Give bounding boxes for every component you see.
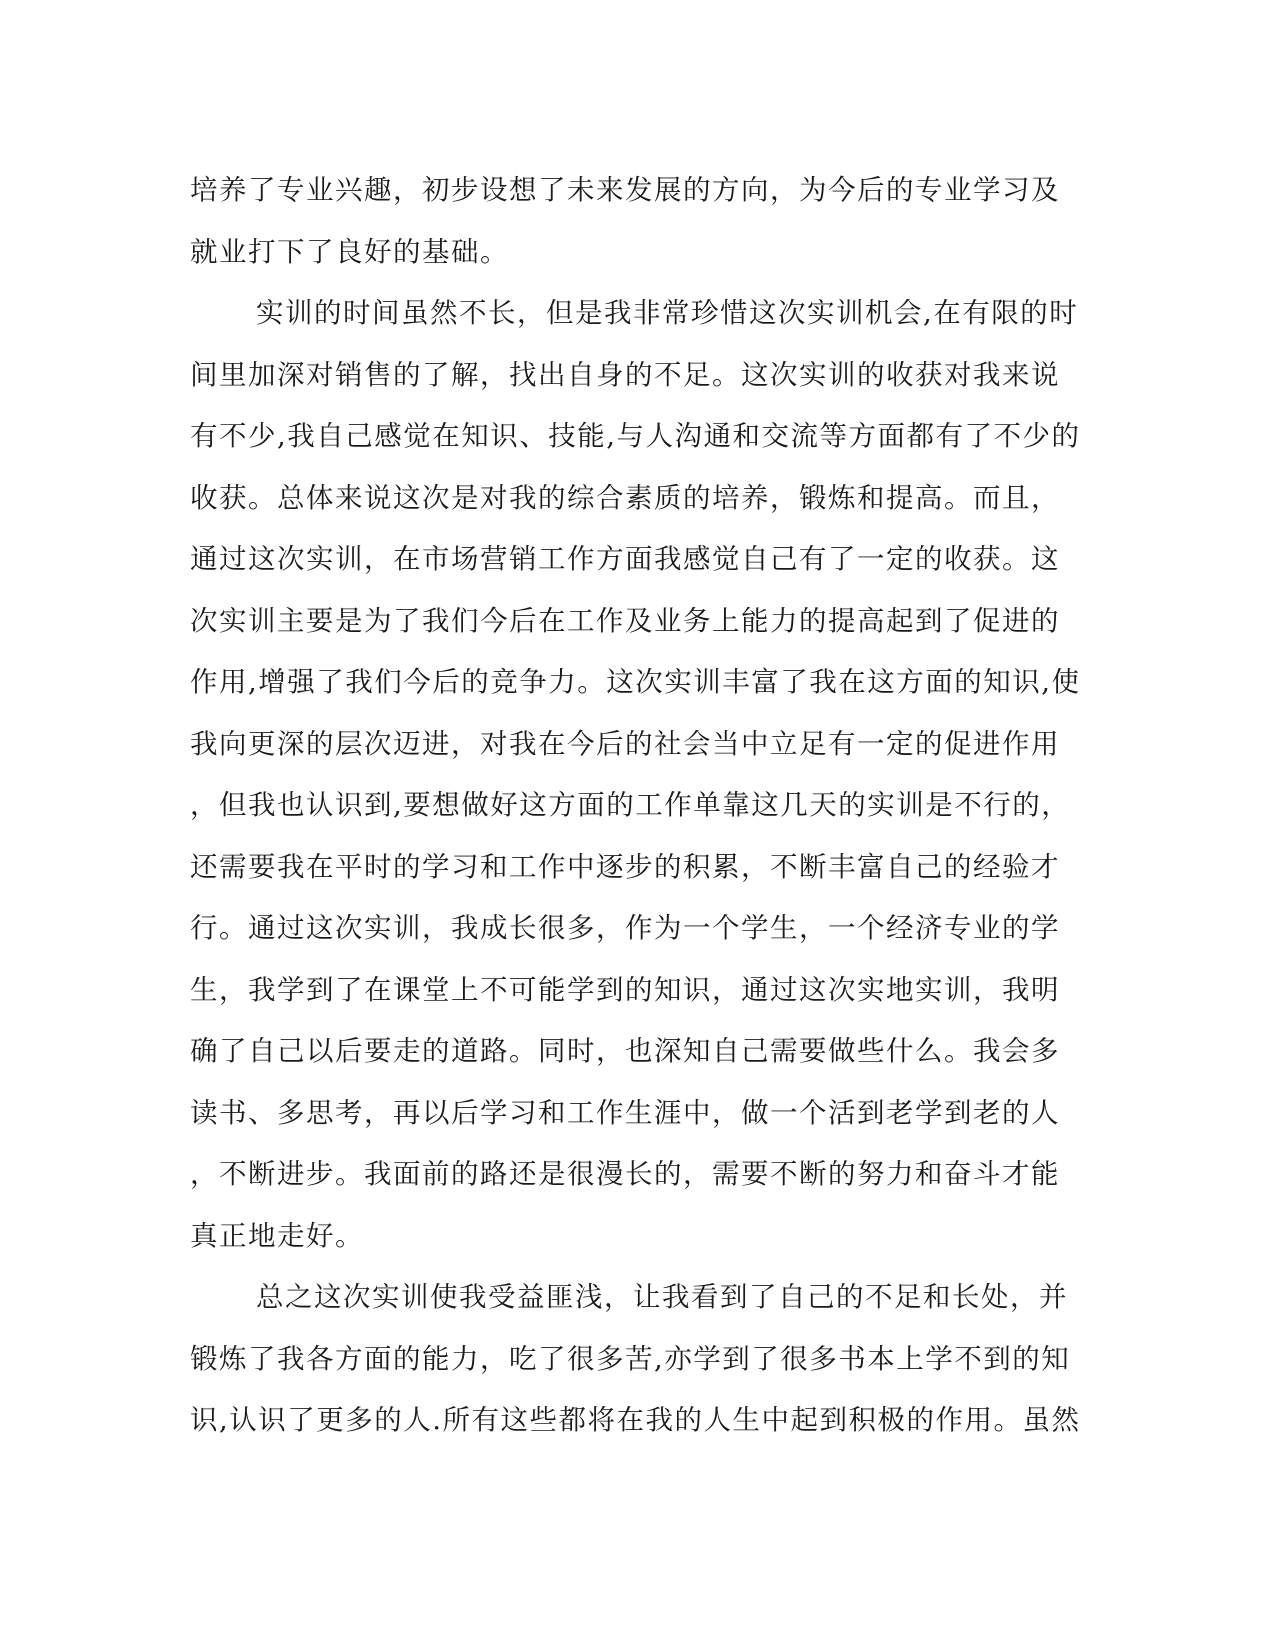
body-text bbox=[190, 160, 1085, 1452]
text-line: 次实训主要是为了我们今后在工作及业务上能力的提高起到了促进的 bbox=[190, 604, 1060, 637]
text-line: 作用,增强了我们今后的竞争力。这次实训丰富了我在这方面的知识,使 bbox=[190, 666, 1081, 698]
text-line: 培养了专业兴趣，初步设想了未来发展的方向，为今后的专业学习及 bbox=[190, 174, 1060, 206]
text-line: ，不断进步。我面前的路还是很漫长的，需要不断的努力和奋斗才能 bbox=[190, 1158, 1060, 1190]
text-line: 确了自己以后要走的道路。同时，也深知自己需要做些什么。我会多 bbox=[190, 1035, 1060, 1067]
text-line: 行。通过这次实训，我成长很多，作为一个学生，一个经济专业的学 bbox=[190, 912, 1060, 944]
text-line: 就业打下了良好的基础。 bbox=[190, 235, 509, 268]
text-line: 生，我学到了在课堂上不可能学到的知识，通过这次实地实训，我明 bbox=[190, 973, 1060, 1006]
paragraph-start-line: 总之这次实训使我受益匪浅，让我看到了自己的不足和长处，并 bbox=[256, 1281, 1068, 1313]
paragraph-start-line: 实训的时间虽然不长，但是我非常珍惜这次实训机会,在有限的时 bbox=[256, 297, 1079, 329]
text-line: 通过这次实训，在市场营销工作方面我感觉自己有了一定的收获。这 bbox=[190, 543, 1060, 575]
text-line: 识,认识了更多的人.所有这些都将在我的人生中起到积极的作用。虽然 bbox=[190, 1404, 1081, 1436]
text-line: 收获。总体来说这次是对我的综合素质的培养，锻炼和提高。而且， bbox=[190, 481, 1060, 514]
text-line: 还需要我在平时的学习和工作中逐步的积累，不断丰富自己的经验才 bbox=[190, 850, 1060, 883]
text-line: ，但我也认识到,要想做好这方面的工作单靠这几天的实训是不行的， bbox=[190, 789, 1071, 821]
text-line: 锻炼了我各方面的能力，吃了很多苦,亦学到了很多书本上学不到的知 bbox=[190, 1342, 1071, 1375]
text-line: 间里加深对销售的了解，找出自身的不足。这次实训的收获对我来说 bbox=[190, 358, 1060, 391]
text-line: 我向更深的层次迈进，对我在今后的社会当中立足有一定的促进作用 bbox=[190, 727, 1060, 760]
text-line: 读书、多思考，再以后学习和工作生涯中，做一个活到老学到老的人 bbox=[190, 1096, 1060, 1129]
text-line: 有不少,我自己感觉在知识、技能,与人沟通和交流等方面都有了不少的 bbox=[190, 420, 1081, 452]
text-line: 真正地走好。 bbox=[190, 1219, 364, 1252]
